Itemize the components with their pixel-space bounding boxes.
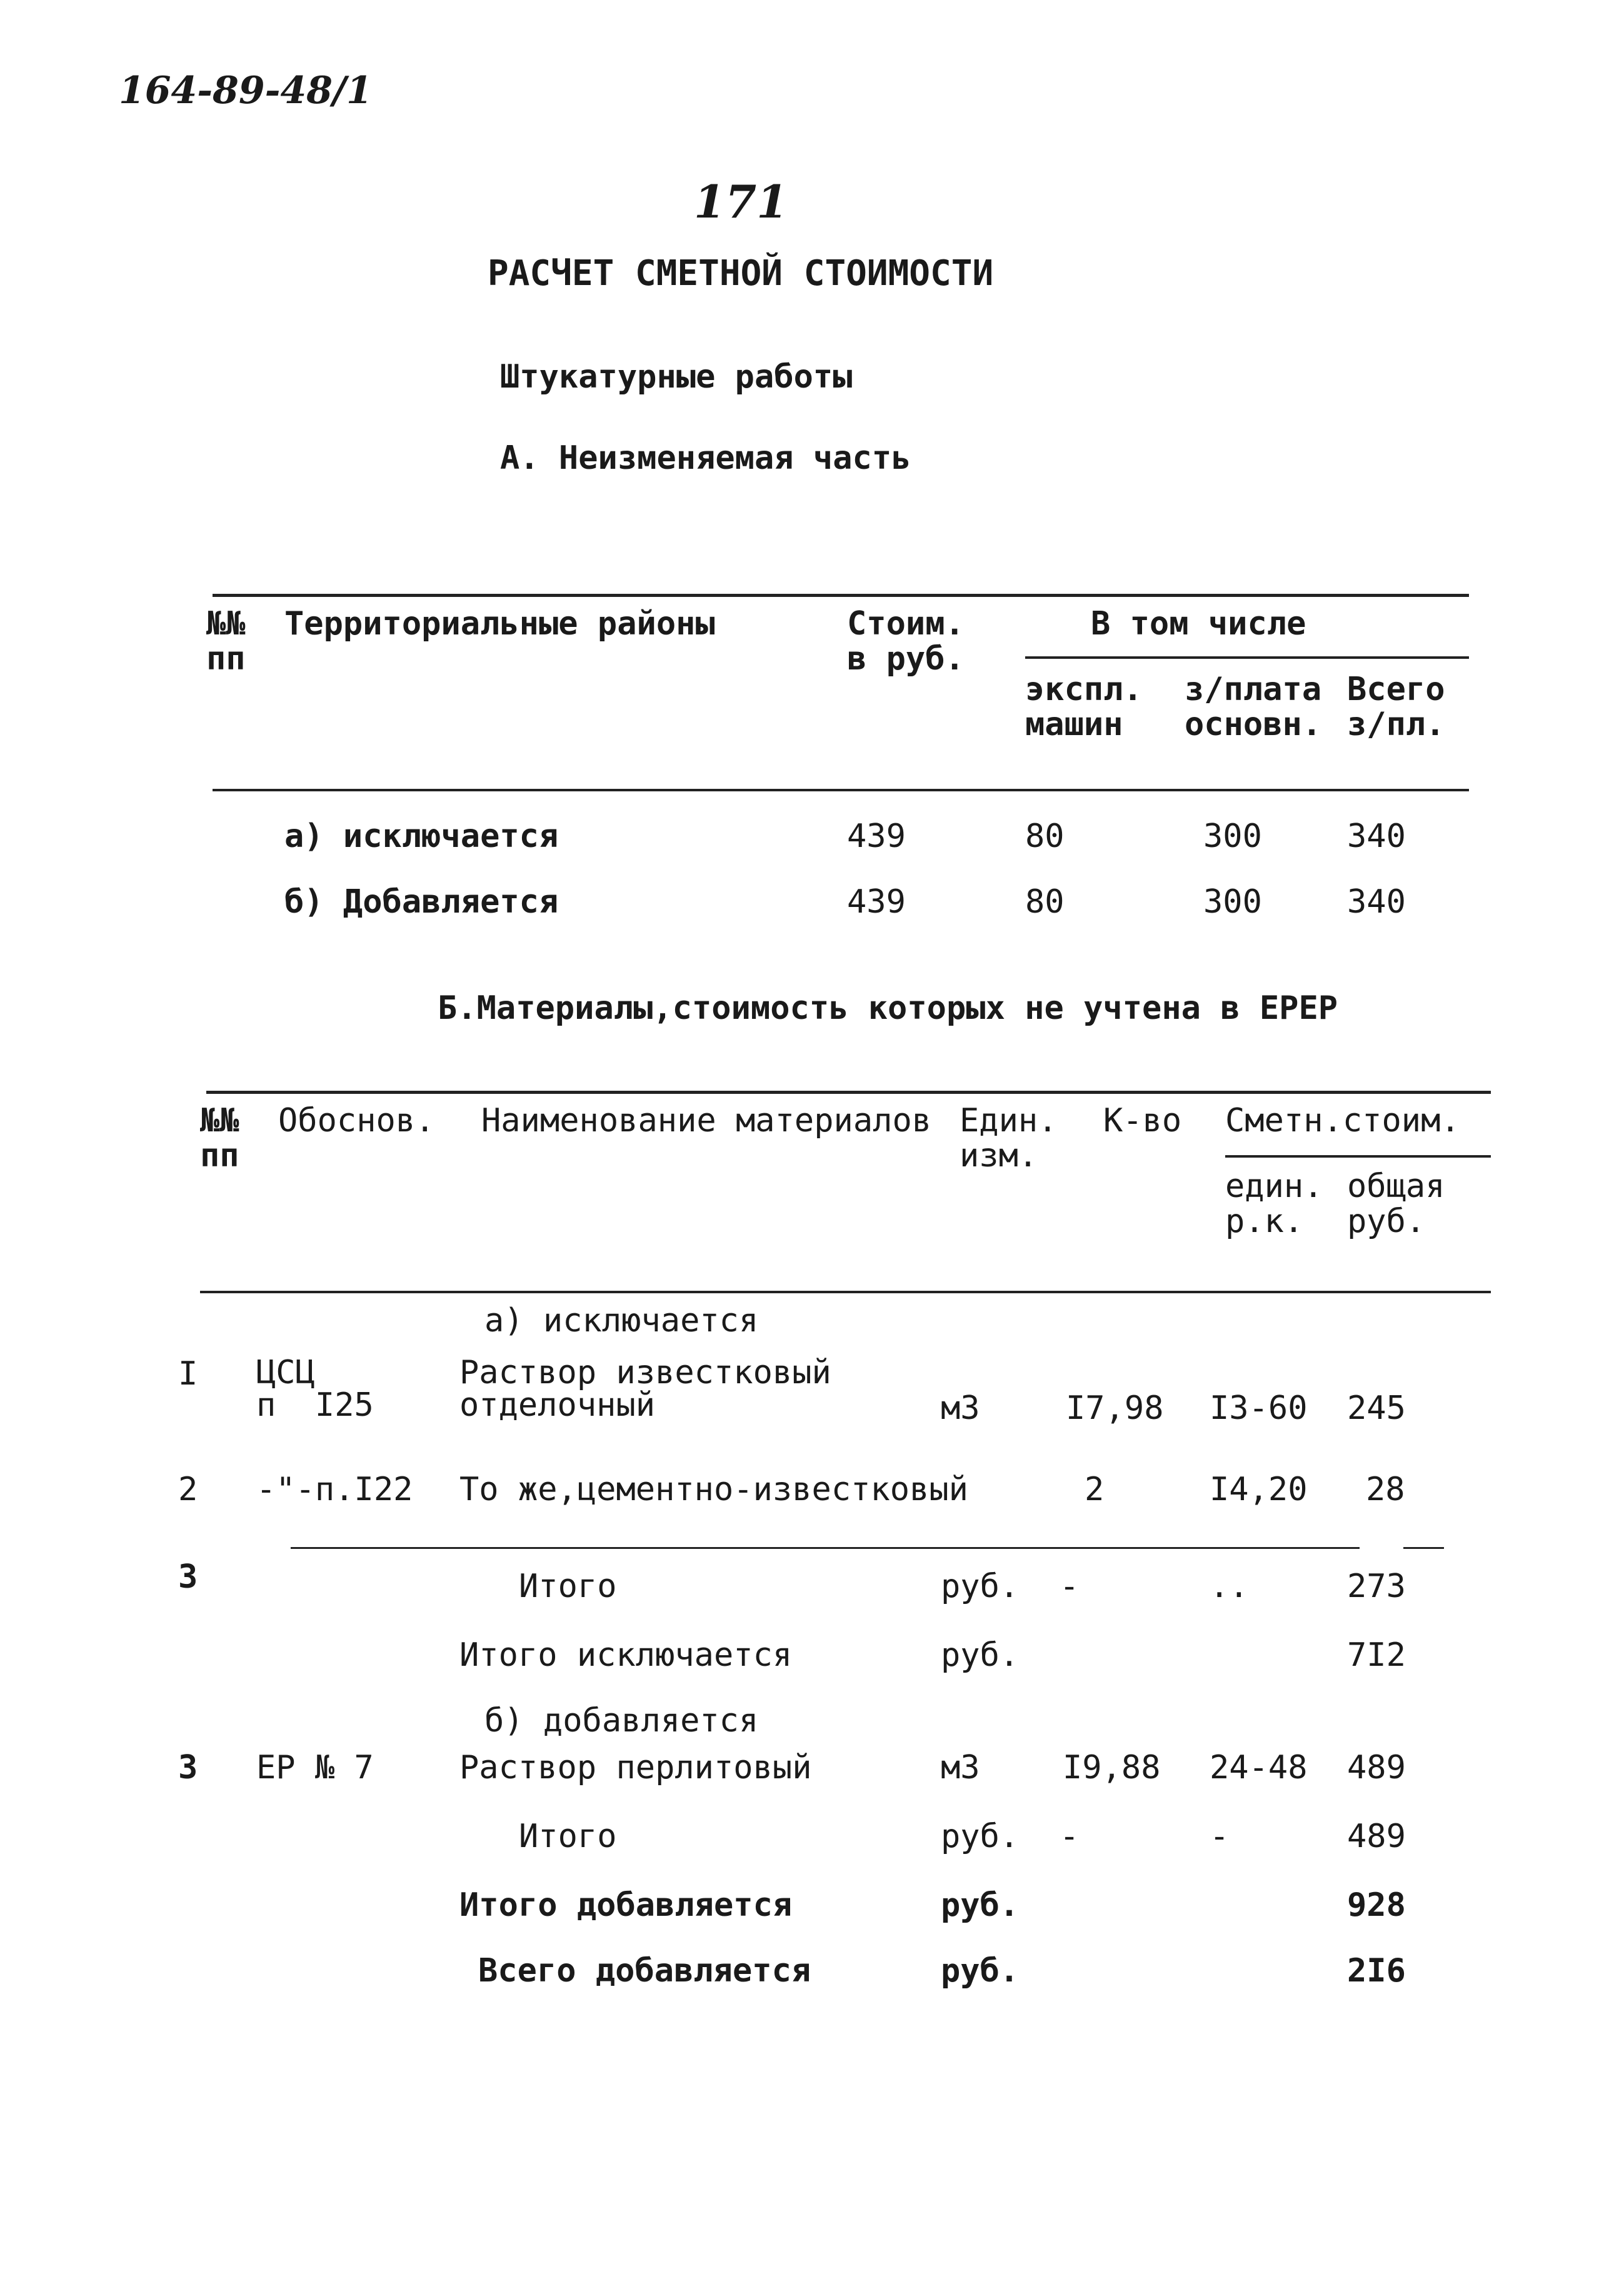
row-total: 245 [1347,1390,1406,1427]
row-total: 928 [1347,1886,1406,1924]
row-qty: - [1060,1568,1080,1605]
row-qty: I7,98 [1066,1390,1164,1427]
table-a-header-districts: Территориальные районы [284,605,715,643]
row-unit: руб. [941,1636,1020,1674]
section-a-title: А. Неизменяемая часть [500,439,911,477]
row-machines: 80 [1025,818,1065,855]
table-a-header-bottom-rule [213,789,1469,791]
row-num: 3 [178,1749,198,1786]
page-title: РАСЧЕТ СМЕТНОЙ СТОИМОСТИ [488,253,994,294]
row-num: 3 [178,1558,198,1596]
row-basis: -"-п.I22 [256,1471,413,1508]
page-number: 171 [694,175,788,228]
row-num: 2 [178,1471,198,1508]
table-b-header-bottom-rule [200,1291,1491,1293]
row-price: 24-48 [1210,1749,1308,1786]
row-unit: м3 [941,1749,980,1786]
row-cost: 439 [847,818,906,855]
row-unit: руб. [941,1886,1020,1924]
subtotal-rule-tail [1403,1547,1444,1549]
row-unit: м3 [941,1390,980,1427]
row-basis: ЦСЦ п I25 [256,1354,374,1424]
row-price: I4,20 [1210,1471,1308,1508]
row-unit: руб. [941,1818,1020,1855]
table-a-header-including: В том числе [1091,605,1306,643]
row-total: 489 [1347,1818,1406,1855]
table-b-header-estimate: Сметн.стоим. [1225,1102,1460,1139]
row-qty: 2 [1085,1471,1105,1508]
table-b-header-name: Наименование материалов [481,1102,932,1139]
row-total: 2I6 [1347,1952,1406,1990]
row-price: - [1210,1818,1230,1855]
row-wage-main: 300 [1203,818,1262,855]
table-a-header-machines: экспл. машин [1025,671,1143,743]
total-excluded-label: Итого исключается [459,1636,793,1674]
row-name: То же,цементно-известковый [459,1471,968,1508]
table-b-header-unit-price: един. р.к. [1225,1168,1323,1240]
page-subtitle: Штукатурные работы [500,358,853,396]
table-a-header-wage-main: з/плата основн. [1185,671,1322,743]
table-a-subheader-rule [1025,656,1469,659]
row-qty: - [1060,1818,1080,1855]
row-label: б) Добавляется [284,883,559,921]
table-a-header-num: №№ пп [206,605,246,678]
document-code: 164-89-48/1 [119,69,373,113]
total-added-label: Итого добавляется [459,1886,793,1924]
grand-total-label: Всего добавляется [478,1952,811,1990]
subtotal-rule [291,1547,1360,1549]
row-wage-main: 300 [1203,883,1262,921]
row-num: I [178,1355,198,1393]
row-total: 28 [1366,1471,1405,1508]
row-total: 7I2 [1347,1636,1406,1674]
row-wage-total: 340 [1347,883,1406,921]
row-total: 489 [1347,1749,1406,1786]
row-name: Раствор известковый отделочный [459,1354,831,1424]
row-price: .. [1210,1568,1249,1605]
table-b-header-basis: Обоснов. [278,1102,435,1139]
row-machines: 80 [1025,883,1065,921]
row-total: 273 [1347,1568,1406,1605]
table-a-header-cost: Стоим. в руб. [847,605,965,678]
table-b-header-num: №№ пп [200,1102,239,1175]
table-b-subheader-rule [1225,1155,1491,1158]
table-b-header-total: общая руб. [1347,1168,1445,1240]
subtotal-label: Итого [519,1568,617,1605]
table-a-top-rule [213,594,1469,597]
row-wage-total: 340 [1347,818,1406,855]
table-b-top-rule [206,1091,1491,1094]
table-b-header-unit: Един. изм. [960,1102,1058,1175]
row-unit: руб. [941,1568,1020,1605]
row-name: Раствор перлитовый [459,1749,812,1786]
row-qty: I9,88 [1063,1749,1161,1786]
excluded-group-label: а) исключается [484,1302,759,1340]
table-b-header-qty: К-во [1103,1102,1182,1139]
row-basis: ЕР № 7 [256,1749,374,1786]
added-group-label: б) добавляется [484,1702,759,1740]
row-cost: 439 [847,883,906,921]
subtotal-label: Итого [519,1818,617,1855]
row-label: а) исключается [284,818,559,855]
table-a-header-wage-total: Всего з/пл. [1347,671,1445,743]
row-unit: руб. [941,1952,1020,1990]
section-b-title: Б.Материалы,стоимость которых не учтена в ЕРЕР [438,989,1338,1027]
row-price: I3-60 [1210,1390,1308,1427]
